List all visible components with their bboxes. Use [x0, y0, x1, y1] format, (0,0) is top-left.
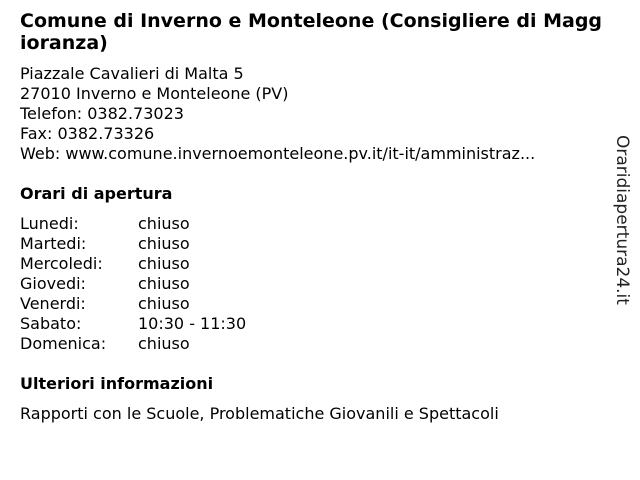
hours-day: Lunedi: — [20, 214, 79, 233]
hours-day: Sabato: — [20, 314, 82, 333]
website-link[interactable]: Web: www.comune.invernoemonteleone.pv.it/it-it/amministraz... — [20, 144, 536, 163]
hours-day: Martedi: — [20, 234, 87, 253]
hours-value: chiuso — [138, 294, 190, 313]
hours-day: Mercoledi: — [20, 254, 103, 273]
hours-value: chiuso — [138, 334, 190, 353]
phone-number: Telefon: 0382.73023 — [20, 104, 184, 123]
address-block — [20, 64, 605, 164]
hours-row-sunday — [20, 334, 605, 354]
hours-row-friday — [20, 294, 605, 314]
hours-day: Venerdi: — [20, 294, 86, 313]
hours-value: chiuso — [138, 274, 190, 293]
page-title: Comune di Inverno e Monteleone (Consigliere di Maggioranza) — [20, 10, 603, 54]
hours-value: 10:30 - 11:30 — [138, 314, 247, 333]
watermark-text: Oraridiapertura24.it — [612, 135, 632, 305]
hours-value: chiuso — [138, 214, 190, 233]
opening-hours-table — [20, 214, 605, 354]
hours-row-tuesday — [20, 234, 605, 254]
business-card — [20, 10, 605, 424]
hours-value: chiuso — [138, 254, 190, 273]
site-watermark — [612, 135, 634, 310]
street-address: Piazzale Cavalieri di Malta 5 — [20, 64, 244, 83]
hours-day: Giovedi: — [20, 274, 86, 293]
hours-day: Domenica: — [20, 334, 107, 353]
hours-row-saturday — [20, 314, 605, 334]
city-address: 27010 Inverno e Monteleone (PV) — [20, 84, 289, 103]
hours-row-thursday — [20, 274, 605, 294]
hours-row-monday — [20, 214, 605, 234]
more-info-text: Rapporti con le Scuole, Problematiche Giovanili e Spettacoli — [20, 404, 499, 423]
fax-number: Fax: 0382.73326 — [20, 124, 155, 143]
hours-row-wednesday — [20, 254, 605, 274]
hours-value: chiuso — [138, 234, 190, 253]
more-info-heading: Ulteriori informazioni — [20, 374, 214, 393]
opening-hours-heading: Orari di apertura — [20, 184, 173, 203]
